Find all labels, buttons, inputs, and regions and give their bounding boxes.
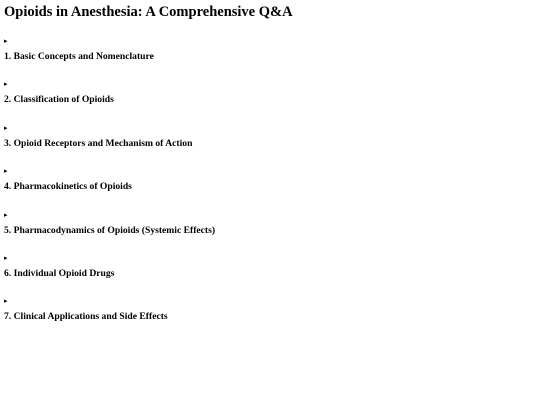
section-list xyxy=(4,37,540,341)
section-clinical-applications[interactable] xyxy=(4,297,540,340)
disclosure-triangle-icon[interactable]: ▸ xyxy=(4,80,8,89)
section-individual-drugs[interactable] xyxy=(4,254,540,297)
section-receptors[interactable] xyxy=(4,124,540,167)
section-title[interactable]: 2. Classification of Opioids xyxy=(4,94,114,106)
section-basic-concepts[interactable] xyxy=(4,37,540,80)
section-title[interactable]: 5. Pharmacodynamics of Opioids (Systemic Effects) xyxy=(4,224,216,236)
section-title[interactable]: 3. Opioid Receptors and Mechanism of Action xyxy=(4,137,193,149)
section-classification[interactable] xyxy=(4,80,540,123)
disclosure-triangle-icon[interactable]: ▸ xyxy=(4,167,8,176)
disclosure-triangle-icon[interactable]: ▸ xyxy=(4,37,8,45)
section-pharmacodynamics[interactable] xyxy=(4,211,540,254)
disclosure-triangle-icon[interactable]: ▸ xyxy=(4,210,8,219)
section-title[interactable]: 1. Basic Concepts and Nomenclature xyxy=(4,51,154,62)
page-title: Opioids in Anesthesia: A Comprehensive Q&A xyxy=(4,4,293,20)
section-title[interactable]: 4. Pharmacokinetics of Opioids xyxy=(4,181,132,193)
disclosure-triangle-icon[interactable]: ▸ xyxy=(4,123,8,132)
section-title[interactable]: 7. Clinical Applications and Side Effects xyxy=(4,311,168,323)
disclosure-triangle-icon[interactable]: ▸ xyxy=(4,297,8,306)
section-pharmacokinetics[interactable] xyxy=(4,167,540,210)
section-title[interactable]: 6. Individual Opioid Drugs xyxy=(4,267,115,279)
disclosure-triangle-icon[interactable]: ▸ xyxy=(4,253,8,262)
